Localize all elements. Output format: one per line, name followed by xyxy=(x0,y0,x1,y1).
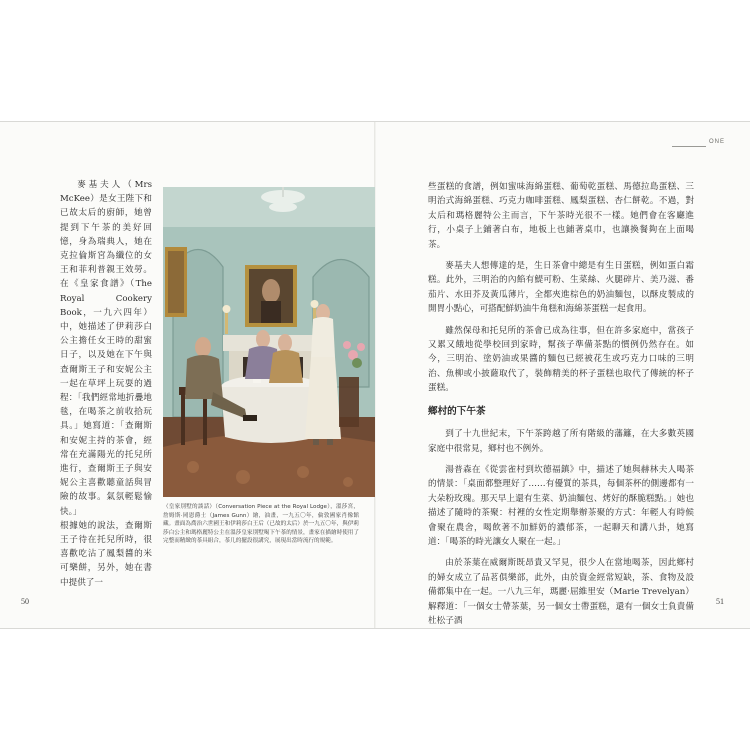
running-header: ONE xyxy=(709,139,726,145)
left-paragraph: 根據她的說法，查爾斯王子待在托兒所時，很喜歡吃沾了鳳梨醬的米可樂餅，另外，她在書中提供了一 xyxy=(60,520,152,588)
left-page-text xyxy=(60,178,152,590)
right-paragraph: 由於茶葉在威爾斯既昂貴又罕見，很少人在當地喝茶，因此鄉村的婦女成立了品茗俱樂部，此外，由於資金經常短缺，茶、食物及設備都集中在一起。一八九三年，瑪麗·屈維里安（Marie Trevelyan）解釋道：「一個女士帶茶葉，另一個女士帶蛋糕，還有一個女士負責備杜松子酒 xyxy=(428,558,694,626)
right-page-text xyxy=(428,180,694,628)
left-paragraph: 麥基夫人（Mrs McKee）是女王陛下和已故太后的廚師，她曾提到下午茶的美好回憶，身為瑞典人，她在克拉倫斯宮為纖位的女王和菲利普親王效勞。在《皇家食譜》（The Royal Cookery Book，一九六四年）中，她描述了伊莉莎白公主擔任女王時的甜蜜日子，以及她在下午與查爾斯王子和安妮公主一起在草坪上玩耍的過程：「我們經常地折疊地毯，在喝茶之前收拾玩具。」她寫道：「查爾斯和安妮主持的茶會，經常在充滿陽光的托兒所進行，查爾斯王子與安妮公主喜歡聽童話與冒險的故事。氣氛輕鬆愉快。」 xyxy=(60,180,152,517)
book-spread xyxy=(0,121,750,629)
right-paragraph: 麥基夫人想傳達的是，生日茶會中總是有生日蛋糕，例如蛋白霜糕。此外，三明治的內餡有鯷可粉、生菜絲、火腿碎片、美乃滋、番茄片、水田芥及黃瓜薄片，全都夾進棕色的奶油麵包，以酥皮製成的開胃小點心，可搭配鮮奶油牛角糕和海綿茶蛋糕一起食用。 xyxy=(428,261,694,315)
page-number-right: 51 xyxy=(716,597,724,606)
right-paragraph: 雖然保母和托兒所的茶會已成為往事，但在許多家庭中，當孩子又累又餓地從學校回到家時，幫孩子準備茶點的慣例仍然存在。如今，三明治、塗奶油或果醬的麵包已經被花生或巧克力口味的三明治、魚柳或小披薩取代了，裝飾精美的杯子蛋糕也取代了傳統的杯子蛋糕。 xyxy=(428,325,694,394)
right-paragraph: 湯普森在《從雲雀村到坎德福鎮》中，描述了她與赫林夫人喝茶的情景：「桌面都整理好了……有優質的茶具，每個茶杯的側邊都有一大朵粉玫瑰。那天早上還有生菜、奶油麵包、烤好的酥脆糕點。」她也描述了隨時的茶聚：村裡的女性定期舉辦茶聚的方式：年輕人有時候會聚在農舍，喝飲著不加鮮奶的濃郁茶，一起聊天和講八卦，她寫道：「喝茶的時光讓女人聚在一起。」 xyxy=(428,464,694,547)
right-paragraph: 到了十九世紀末，下午茶跨越了所有階級的藩籬，在大多數英國家庭中很常見，鄉村也不例外。 xyxy=(428,429,694,454)
painting-image xyxy=(163,187,375,497)
page-number-left: 50 xyxy=(21,597,29,606)
header-rule xyxy=(672,146,706,147)
section-heading: 鄉村的下午茶 xyxy=(428,405,486,417)
painting-caption: （皇家別墅的談話）（Conversation Piece at the Royal Lodge），溫莎宮，詹姆斯·岡恩爵士（James Gunn）繪，油畫，一九五〇年，倫敦國家肖像館藏。畫面為喬治六世國王和伊莉莎白王后（已故的太后）於一九五〇年，與伊莉莎白公主和瑪格麗特公主在溫莎皇家別墅喝下午茶的情景，畫家在描繪時使用了完整而精緻的茶具組合，茶几的擺設很講究，展現出當時流行的規範。 xyxy=(163,504,359,545)
right-paragraph: 些蛋糕的食譜，例如蜜味海綿蛋糕、葡萄乾蛋糕、馬德拉島蛋糕、三明治式海綿蛋糕、巧克力咖啡蛋糕、鳳梨蛋糕、杏仁餅乾。不過，對太后和瑪格麗特公主而言，下午茶時光很不一樣。她們會在客廳進行，小桌子上鋪著白布，地板上也鋪著桌巾，也讓換餐夠在上面喝茶。 xyxy=(428,182,694,250)
